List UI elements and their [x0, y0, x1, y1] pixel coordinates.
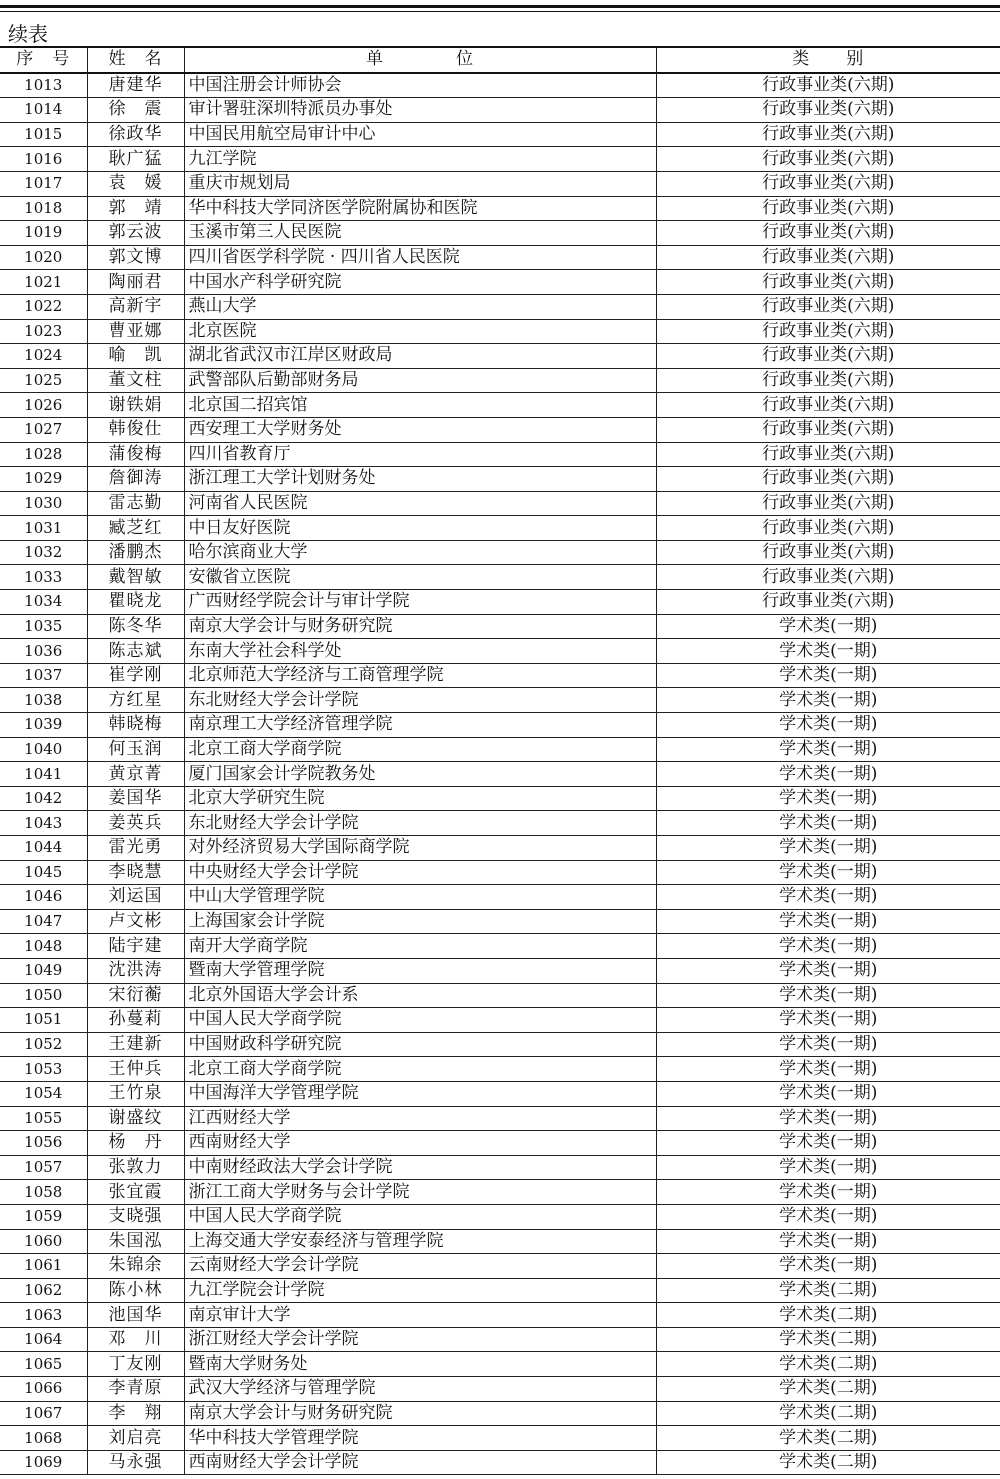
row-name: 张敦力: [87, 1155, 184, 1180]
table-row: [0, 1081, 1000, 1106]
row-unit: 上海交通大学安泰经济与管理学院: [184, 1229, 656, 1254]
row-category: 行政事业类(六期): [656, 221, 1000, 246]
row-category: 学术类(一期): [656, 1229, 1000, 1254]
row-unit: 北京大学研究生院: [184, 786, 656, 811]
row-name: 蒲俊梅: [87, 442, 184, 467]
row-name: 支晓强: [87, 1204, 184, 1229]
row-category: 行政事业类(六期): [656, 565, 1000, 590]
row-unit: 南京大学会计与财务研究院: [184, 614, 656, 639]
row-serial-number: 1036: [0, 639, 87, 664]
row-serial-number: 1014: [0, 98, 87, 123]
row-serial-number: 1058: [0, 1180, 87, 1205]
row-name: 王竹泉: [87, 1081, 184, 1106]
row-name: 张宜霞: [87, 1180, 184, 1205]
row-unit: 南京审计大学: [184, 1303, 656, 1328]
row-category: 学术类(二期): [656, 1352, 1000, 1377]
row-unit: 中国人民大学商学院: [184, 1008, 656, 1033]
row-unit: 南京理工大学经济管理学院: [184, 713, 656, 738]
table-row: [0, 1057, 1000, 1082]
row-name: 卢文彬: [87, 909, 184, 934]
row-name: 崔学刚: [87, 663, 184, 688]
row-serial-number: 1048: [0, 934, 87, 959]
continued-table-caption: 续表: [8, 22, 48, 46]
table-row: [0, 786, 1000, 811]
row-serial-number: 1017: [0, 171, 87, 196]
row-name: 陈冬华: [87, 614, 184, 639]
row-category: 学术类(二期): [656, 1278, 1000, 1303]
row-name: 袁 媛: [87, 171, 184, 196]
row-category: 学术类(一期): [656, 1057, 1000, 1082]
table-row: [0, 909, 1000, 934]
table-row: [0, 860, 1000, 885]
row-name: 耿广猛: [87, 147, 184, 172]
row-category: 学术类(一期): [656, 688, 1000, 713]
row-name: 谢铁娟: [87, 393, 184, 418]
row-category: 行政事业类(六期): [656, 442, 1000, 467]
table-row: [0, 442, 1000, 467]
row-category: 学术类(一期): [656, 983, 1000, 1008]
row-category: 学术类(一期): [656, 639, 1000, 664]
row-category: 学术类(一期): [656, 885, 1000, 910]
row-category: 行政事业类(六期): [656, 516, 1000, 541]
row-unit: 九江学院: [184, 147, 656, 172]
row-unit: 华中科技大学同济医学院附属协和医院: [184, 196, 656, 221]
row-unit: 中国民用航空局审计中心: [184, 122, 656, 147]
table-row: [0, 1204, 1000, 1229]
row-unit: 南开大学商学院: [184, 934, 656, 959]
row-unit: 中国财政科学研究院: [184, 1032, 656, 1057]
row-serial-number: 1037: [0, 663, 87, 688]
row-name: 徐政华: [87, 122, 184, 147]
table-row: [0, 417, 1000, 442]
row-category: 学术类(一期): [656, 860, 1000, 885]
row-category: 行政事业类(六期): [656, 270, 1000, 295]
row-unit: 北京师范大学经济与工商管理学院: [184, 663, 656, 688]
row-unit: 重庆市规划局: [184, 171, 656, 196]
table-row: [0, 762, 1000, 787]
row-serial-number: 1044: [0, 836, 87, 861]
row-unit: 审计署驻深圳特派员办事处: [184, 98, 656, 123]
row-category: 学术类(一期): [656, 934, 1000, 959]
table-row: [0, 1180, 1000, 1205]
table-row: [0, 1106, 1000, 1131]
row-unit: 浙江财经大学会计学院: [184, 1327, 656, 1352]
row-category: 学术类(一期): [656, 1106, 1000, 1131]
row-serial-number: 1026: [0, 393, 87, 418]
row-name: 喻 凯: [87, 344, 184, 369]
row-unit: 中央财经大学会计学院: [184, 860, 656, 885]
row-category: 学术类(一期): [656, 811, 1000, 836]
top-thin-rule: [0, 11, 1000, 12]
row-category: 学术类(一期): [656, 1131, 1000, 1156]
row-serial-number: 1051: [0, 1008, 87, 1033]
row-category: 学术类(一期): [656, 1180, 1000, 1205]
table-row: [0, 614, 1000, 639]
row-name: 陆宇建: [87, 934, 184, 959]
table-row: [0, 958, 1000, 983]
table-row: [0, 688, 1000, 713]
table-row: [0, 245, 1000, 270]
row-category: 学术类(一期): [656, 1032, 1000, 1057]
row-unit: 中南财经政法大学会计学院: [184, 1155, 656, 1180]
row-unit: 浙江理工大学计划财务处: [184, 467, 656, 492]
row-unit: 厦门国家会计学院教务处: [184, 762, 656, 787]
row-unit: 上海国家会计学院: [184, 909, 656, 934]
row-serial-number: 1065: [0, 1352, 87, 1377]
row-category: 学术类(一期): [656, 1204, 1000, 1229]
row-name: 何玉润: [87, 737, 184, 762]
row-serial-number: 1021: [0, 270, 87, 295]
row-serial-number: 1033: [0, 565, 87, 590]
row-serial-number: 1040: [0, 737, 87, 762]
row-unit: 对外经济贸易大学国际商学院: [184, 836, 656, 861]
row-name: 唐建华: [87, 73, 184, 98]
row-name: 郭云波: [87, 221, 184, 246]
table-row: [0, 934, 1000, 959]
row-unit: 东北财经大学会计学院: [184, 811, 656, 836]
row-category: 行政事业类(六期): [656, 196, 1000, 221]
row-name: 陈志斌: [87, 639, 184, 664]
row-unit: 北京外国语大学会计系: [184, 983, 656, 1008]
row-unit: 中国海洋大学管理学院: [184, 1081, 656, 1106]
row-serial-number: 1056: [0, 1131, 87, 1156]
row-name: 李晓慧: [87, 860, 184, 885]
table-row: [0, 270, 1000, 295]
table-row: [0, 1426, 1000, 1451]
row-name: 董文柱: [87, 368, 184, 393]
row-category: 学术类(一期): [656, 786, 1000, 811]
row-unit: 南京大学会计与财务研究院: [184, 1401, 656, 1426]
row-serial-number: 1066: [0, 1377, 87, 1402]
table-row: [0, 368, 1000, 393]
row-serial-number: 1069: [0, 1450, 87, 1475]
row-serial-number: 1020: [0, 245, 87, 270]
row-serial-number: 1045: [0, 860, 87, 885]
row-serial-number: 1063: [0, 1303, 87, 1328]
row-category: 学术类(一期): [656, 762, 1000, 787]
row-name: 陶丽君: [87, 270, 184, 295]
table-row: [0, 983, 1000, 1008]
table-row: [0, 467, 1000, 492]
row-unit: 中山大学管理学院: [184, 885, 656, 910]
row-name: 徐 震: [87, 98, 184, 123]
row-unit: 东北财经大学会计学院: [184, 688, 656, 713]
table-row: [0, 1131, 1000, 1156]
row-category: 行政事业类(六期): [656, 73, 1000, 98]
table-row: [0, 565, 1000, 590]
table-row: [0, 147, 1000, 172]
row-unit: 广西财经学院会计与审计学院: [184, 590, 656, 615]
row-unit: 东南大学社会科学处: [184, 639, 656, 664]
row-category: 学术类(一期): [656, 1254, 1000, 1279]
row-unit: 云南财经大学会计学院: [184, 1254, 656, 1279]
header-serial-number: 序 号: [0, 47, 87, 73]
row-category: 学术类(一期): [656, 737, 1000, 762]
header-name: 姓 名: [87, 47, 184, 73]
row-unit: 华中科技大学管理学院: [184, 1426, 656, 1451]
row-name: 郭 靖: [87, 196, 184, 221]
row-category: 行政事业类(六期): [656, 319, 1000, 344]
row-serial-number: 1047: [0, 909, 87, 934]
row-category: 学术类(二期): [656, 1426, 1000, 1451]
row-category: 行政事业类(六期): [656, 294, 1000, 319]
row-serial-number: 1062: [0, 1278, 87, 1303]
row-name: 郭文博: [87, 245, 184, 270]
row-name: 雷志勤: [87, 491, 184, 516]
table-row: [0, 836, 1000, 861]
row-category: 行政事业类(六期): [656, 245, 1000, 270]
row-unit: 中国注册会计师协会: [184, 73, 656, 98]
table-row: [0, 1303, 1000, 1328]
row-serial-number: 1042: [0, 786, 87, 811]
table-row: [0, 540, 1000, 565]
row-serial-number: 1031: [0, 516, 87, 541]
row-unit: 暨南大学管理学院: [184, 958, 656, 983]
table-row: [0, 1254, 1000, 1279]
row-category: 行政事业类(六期): [656, 368, 1000, 393]
row-name: 李 翔: [87, 1401, 184, 1426]
table-row: [0, 73, 1000, 98]
row-name: 朱国泓: [87, 1229, 184, 1254]
row-name: 李青原: [87, 1377, 184, 1402]
row-category: 学术类(二期): [656, 1450, 1000, 1475]
row-serial-number: 1016: [0, 147, 87, 172]
table-row: [0, 1229, 1000, 1254]
table-row: [0, 1327, 1000, 1352]
table-row: [0, 221, 1000, 246]
row-category: 学术类(二期): [656, 1327, 1000, 1352]
row-name: 杨 丹: [87, 1131, 184, 1156]
row-unit: 北京医院: [184, 319, 656, 344]
row-unit: 江西财经大学: [184, 1106, 656, 1131]
row-name: 宋衍蘅: [87, 983, 184, 1008]
row-name: 瞿晓龙: [87, 590, 184, 615]
top-thick-rule: [0, 5, 1000, 8]
table-row: [0, 639, 1000, 664]
row-serial-number: 1054: [0, 1081, 87, 1106]
table-row: [0, 885, 1000, 910]
row-unit: 河南省人民医院: [184, 491, 656, 516]
row-serial-number: 1022: [0, 294, 87, 319]
row-name: 姜国华: [87, 786, 184, 811]
table-row: [0, 1401, 1000, 1426]
row-name: 詹御涛: [87, 467, 184, 492]
row-unit: 四川省医学科学院 · 四川省人民医院: [184, 245, 656, 270]
row-serial-number: 1049: [0, 958, 87, 983]
row-name: 朱锦余: [87, 1254, 184, 1279]
row-category: 行政事业类(六期): [656, 147, 1000, 172]
row-serial-number: 1041: [0, 762, 87, 787]
row-category: 行政事业类(六期): [656, 540, 1000, 565]
row-serial-number: 1067: [0, 1401, 87, 1426]
row-unit: 四川省教育厅: [184, 442, 656, 467]
row-unit: 九江学院会计学院: [184, 1278, 656, 1303]
row-serial-number: 1043: [0, 811, 87, 836]
row-serial-number: 1052: [0, 1032, 87, 1057]
table-row: [0, 1008, 1000, 1033]
row-category: 学术类(一期): [656, 836, 1000, 861]
row-category: 行政事业类(六期): [656, 491, 1000, 516]
row-unit: 西南财经大学: [184, 1131, 656, 1156]
row-serial-number: 1015: [0, 122, 87, 147]
row-name: 臧芝红: [87, 516, 184, 541]
row-unit: 中国水产科学研究院: [184, 270, 656, 295]
table-header-row: [0, 47, 1000, 73]
row-name: 姜英兵: [87, 811, 184, 836]
row-serial-number: 1027: [0, 417, 87, 442]
row-serial-number: 1046: [0, 885, 87, 910]
row-category: 行政事业类(六期): [656, 344, 1000, 369]
row-name: 韩晓梅: [87, 713, 184, 738]
table-row: [0, 171, 1000, 196]
table-row: [0, 1450, 1000, 1475]
row-name: 刘启亮: [87, 1426, 184, 1451]
row-serial-number: 1024: [0, 344, 87, 369]
row-name: 丁友刚: [87, 1352, 184, 1377]
header-unit: 单 位: [184, 47, 656, 73]
table-row: [0, 393, 1000, 418]
row-name: 王建新: [87, 1032, 184, 1057]
table-row: [0, 1278, 1000, 1303]
row-category: 学术类(一期): [656, 1155, 1000, 1180]
table-row: [0, 713, 1000, 738]
row-serial-number: 1034: [0, 590, 87, 615]
row-category: 学术类(一期): [656, 614, 1000, 639]
table-row: [0, 294, 1000, 319]
row-unit: 玉溪市第三人民医院: [184, 221, 656, 246]
row-serial-number: 1023: [0, 319, 87, 344]
row-unit: 燕山大学: [184, 294, 656, 319]
row-name: 邓 川: [87, 1327, 184, 1352]
row-unit: 西安理工大学财务处: [184, 417, 656, 442]
row-name: 戴智敏: [87, 565, 184, 590]
table-row: [0, 663, 1000, 688]
row-serial-number: 1061: [0, 1254, 87, 1279]
row-serial-number: 1018: [0, 196, 87, 221]
row-name: 马永强: [87, 1450, 184, 1475]
row-serial-number: 1068: [0, 1426, 87, 1451]
row-serial-number: 1019: [0, 221, 87, 246]
row-category: 学术类(一期): [656, 1008, 1000, 1033]
row-category: 行政事业类(六期): [656, 467, 1000, 492]
row-unit: 浙江工商大学财务与会计学院: [184, 1180, 656, 1205]
row-category: 行政事业类(六期): [656, 417, 1000, 442]
row-category: 学术类(二期): [656, 1377, 1000, 1402]
row-name: 雷光勇: [87, 836, 184, 861]
table-row: [0, 344, 1000, 369]
table-row: [0, 1352, 1000, 1377]
row-serial-number: 1025: [0, 368, 87, 393]
row-name: 沈洪涛: [87, 958, 184, 983]
row-category: 学术类(一期): [656, 713, 1000, 738]
row-serial-number: 1059: [0, 1204, 87, 1229]
row-name: 陈小林: [87, 1278, 184, 1303]
row-unit: 暨南大学财务处: [184, 1352, 656, 1377]
row-name: 韩俊仕: [87, 417, 184, 442]
table-body: [0, 73, 1000, 1475]
row-unit: 北京工商大学商学院: [184, 737, 656, 762]
row-unit: 中日友好医院: [184, 516, 656, 541]
row-serial-number: 1064: [0, 1327, 87, 1352]
table-row: [0, 1155, 1000, 1180]
row-serial-number: 1055: [0, 1106, 87, 1131]
table-row: [0, 319, 1000, 344]
header-category: 类 别: [656, 47, 1000, 73]
row-category: 学术类(一期): [656, 663, 1000, 688]
row-category: 学术类(一期): [656, 1081, 1000, 1106]
row-name: 黄京菁: [87, 762, 184, 787]
table-row: [0, 196, 1000, 221]
row-serial-number: 1050: [0, 983, 87, 1008]
table-row: [0, 98, 1000, 123]
table-row: [0, 811, 1000, 836]
table-row: [0, 491, 1000, 516]
table-row: [0, 122, 1000, 147]
row-category: 行政事业类(六期): [656, 393, 1000, 418]
row-unit: 中国人民大学商学院: [184, 1204, 656, 1229]
row-serial-number: 1030: [0, 491, 87, 516]
row-unit: 哈尔滨商业大学: [184, 540, 656, 565]
row-serial-number: 1057: [0, 1155, 87, 1180]
row-name: 王仲兵: [87, 1057, 184, 1082]
row-name: 曹亚娜: [87, 319, 184, 344]
row-unit: 西南财经大学会计学院: [184, 1450, 656, 1475]
table-row: [0, 590, 1000, 615]
row-category: 学术类(一期): [656, 909, 1000, 934]
table-row: [0, 1032, 1000, 1057]
row-category: 行政事业类(六期): [656, 98, 1000, 123]
row-category: 行政事业类(六期): [656, 171, 1000, 196]
roster-table: [0, 46, 1000, 1475]
row-category: 行政事业类(六期): [656, 590, 1000, 615]
row-unit: 武汉大学经济与管理学院: [184, 1377, 656, 1402]
row-serial-number: 1053: [0, 1057, 87, 1082]
row-name: 孙蔓莉: [87, 1008, 184, 1033]
row-serial-number: 1032: [0, 540, 87, 565]
row-serial-number: 1028: [0, 442, 87, 467]
row-unit: 湖北省武汉市江岸区财政局: [184, 344, 656, 369]
row-name: 池国华: [87, 1303, 184, 1328]
table-row: [0, 1377, 1000, 1402]
row-name: 方红星: [87, 688, 184, 713]
table-row: [0, 737, 1000, 762]
row-category: 学术类(一期): [656, 958, 1000, 983]
row-serial-number: 1060: [0, 1229, 87, 1254]
row-name: 高新宇: [87, 294, 184, 319]
row-serial-number: 1013: [0, 73, 87, 98]
row-category: 学术类(二期): [656, 1303, 1000, 1328]
row-category: 学术类(二期): [656, 1401, 1000, 1426]
row-unit: 北京工商大学商学院: [184, 1057, 656, 1082]
row-name: 潘鹏杰: [87, 540, 184, 565]
row-name: 刘运国: [87, 885, 184, 910]
row-serial-number: 1035: [0, 614, 87, 639]
table-row: [0, 516, 1000, 541]
row-serial-number: 1029: [0, 467, 87, 492]
row-unit: 北京国二招宾馆: [184, 393, 656, 418]
row-unit: 武警部队后勤部财务局: [184, 368, 656, 393]
row-unit: 安徽省立医院: [184, 565, 656, 590]
row-name: 谢盛纹: [87, 1106, 184, 1131]
row-category: 行政事业类(六期): [656, 122, 1000, 147]
row-serial-number: 1038: [0, 688, 87, 713]
row-serial-number: 1039: [0, 713, 87, 738]
